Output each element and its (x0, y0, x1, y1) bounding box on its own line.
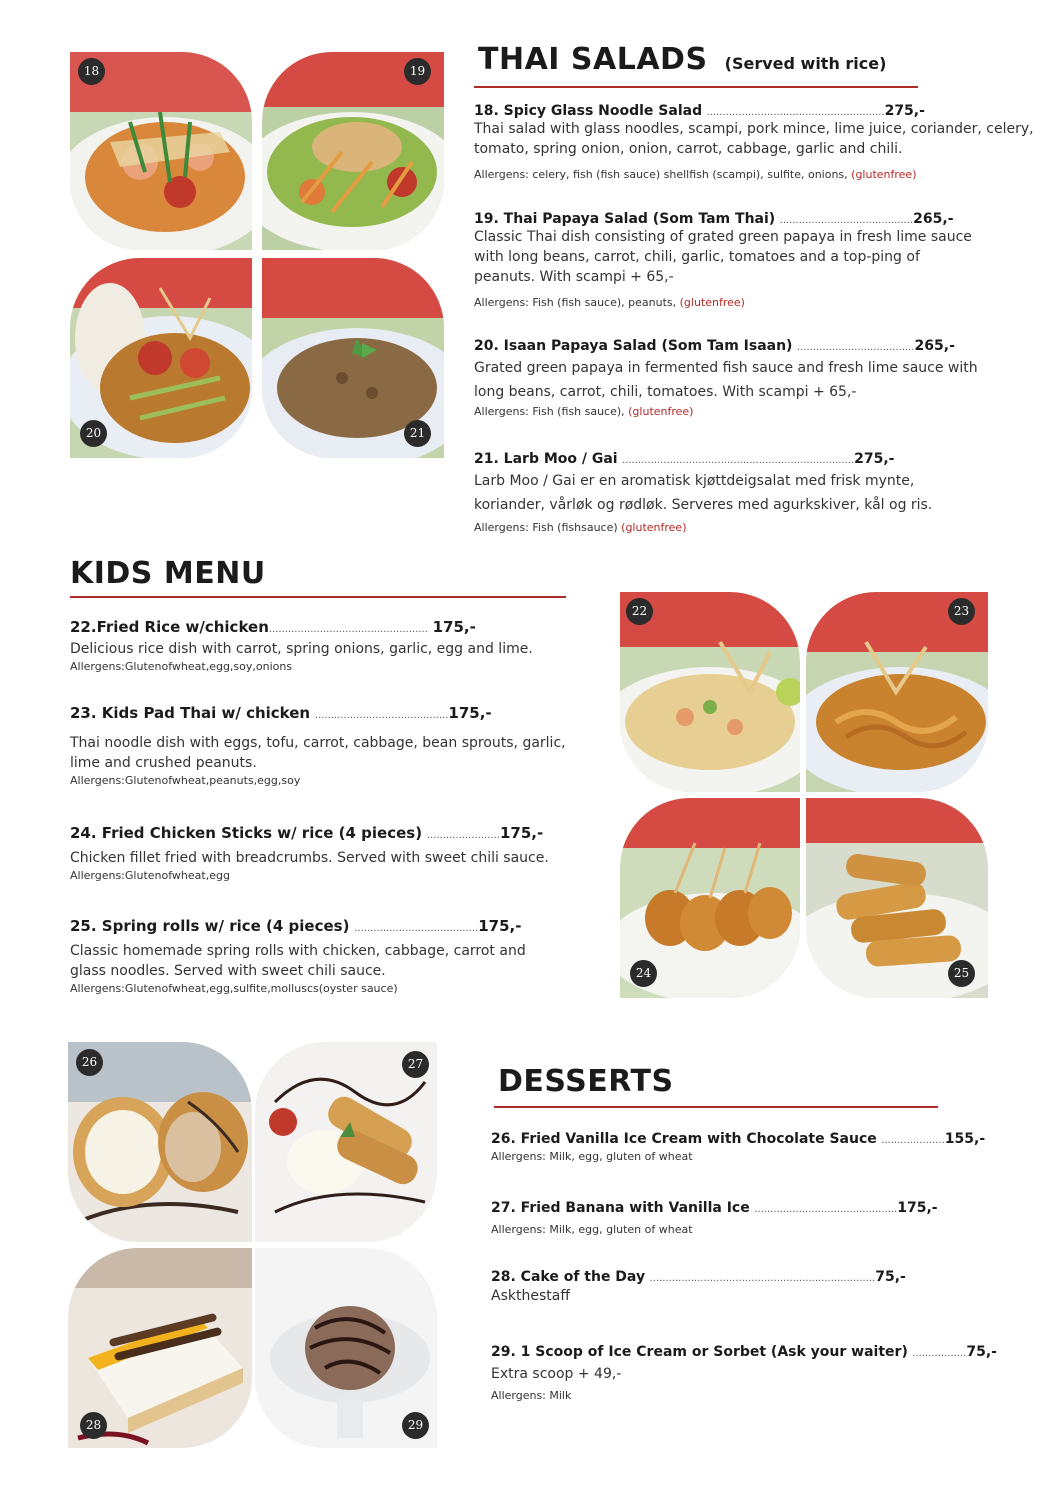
item-name: 28. Cake of the Day (491, 1269, 646, 1285)
section-divider (474, 86, 918, 88)
section-title-kids-menu: KIDS MENU (70, 556, 266, 591)
item-name: 26. Fried Vanilla Ice Cream with Chocolate Sauce (491, 1131, 877, 1147)
glutenfree-note: (glutenfree) (621, 521, 687, 534)
section-divider (70, 596, 566, 598)
item-allergens: Allergens: Fish (fish sauce), (474, 405, 625, 418)
dot-leader: .................................................. (268, 624, 428, 635)
item-description: Chicken fillet fried with breadcrumbs. Served with sweet chili sauce. (70, 850, 549, 866)
item-description: Classic homemade spring rolls with chicken, cabbage, carrot and glass noodles. Served with sweet chili sauce. (70, 943, 526, 979)
item-price: 265,- (914, 338, 955, 354)
dot-leader: .......................................... (314, 710, 449, 721)
item-name: 25. Spring rolls w/ rice (4 pieces) (70, 917, 350, 935)
dot-leader: .......................................... (779, 215, 914, 226)
item-allergens: Allergens:Glutenofwheat,egg,sulfite,molluscs(oyster sauce) (70, 982, 398, 995)
item-description: Delicious rice dish with carrot, spring onions, garlic, egg and lime. (70, 641, 533, 657)
glutenfree-note: (glutenfree) (851, 168, 917, 181)
dish-number-badge: 22 (626, 598, 653, 625)
item-name: 24. Fried Chicken Sticks w/ rice (4 pieces) (70, 824, 423, 842)
dot-leader: .................... (881, 1135, 945, 1146)
menu-item (491, 1131, 1051, 1165)
glutenfree-note: (glutenfree) (628, 405, 694, 418)
item-description: Classic Thai dish consisting of grated green papaya in fresh lime sauce with long beans, carrot, chili, garlic, tomatoes and a top-ping of peanuts. With scampi + 65,- (474, 229, 972, 285)
dish-number-badge: 20 (80, 420, 107, 447)
item-price: 275,- (884, 103, 925, 119)
section-subtitle: (Served with rice) (724, 54, 887, 73)
item-price: 265,- (913, 211, 954, 227)
glutenfree-note: (glutenfree) (679, 296, 745, 309)
menu-item (491, 1344, 1051, 1404)
dot-leader: ................. (912, 1348, 967, 1359)
menu-item (491, 1200, 1051, 1238)
menu-item (474, 103, 1044, 183)
section-title-thai-salads: THAI SALADS (478, 42, 708, 77)
menu-item (70, 704, 600, 789)
menu-item (474, 451, 1044, 536)
item-name: 29. 1 Scoop of Ice Cream or Sorbet (Ask your waiter) (491, 1344, 908, 1360)
item-allergens: Allergens: Fish (fish sauce), peanuts, (474, 296, 677, 309)
item-price: 155,- (944, 1131, 986, 1147)
dot-leader: ........................................................ (706, 107, 885, 118)
dish-number-badge: 25 (948, 960, 975, 987)
dish-number-badge: 23 (948, 598, 975, 625)
dish-number-badge: 21 (404, 420, 431, 447)
item-name: 22.Fried Rice w/chicken (70, 618, 269, 636)
item-allergens: Allergens:Glutenofwheat,egg (70, 869, 230, 882)
item-price: 175,- (478, 917, 522, 935)
section-divider (494, 1106, 938, 1108)
dot-leader: ............................................. (754, 1204, 898, 1215)
dot-leader: ....................................................................... (649, 1273, 876, 1284)
dish-number-badge: 29 (402, 1412, 429, 1439)
item-price: 175,- (448, 704, 492, 722)
item-allergens: Allergens: celery, fish (fish sauce) shellfish (scampi), sulfite, onions, (474, 168, 848, 181)
dish-number-badge: 19 (404, 58, 431, 85)
item-price: 175,- (432, 618, 476, 636)
item-allergens: Allergens: Milk (491, 1389, 572, 1402)
item-extra: Extra scoop + 49,- (491, 1366, 622, 1382)
dot-leader: ....................................... (354, 923, 479, 934)
section-title-desserts: DESSERTS (498, 1064, 674, 1099)
item-description: Thai salad with glass noodles, scampi, pork mince, lime juice, coriander, celery, tomato, spring onion, onion, carrot, cabbage, garlic and chili. (474, 121, 1034, 157)
item-price: 75,- (966, 1344, 997, 1360)
item-description: Larb Moo / Gai er en aromatisk kjøttdeigsalat med frisk mynte, koriander, vårløk og rødløk. Serveres med agurkskiver, kål og ris. (474, 473, 933, 513)
item-name: 21. Larb Moo / Gai (474, 451, 618, 467)
dot-leader: ..................................... (796, 342, 915, 353)
menu-item (474, 338, 1044, 420)
dot-leader: ....................... (426, 830, 500, 841)
dot-leader: ......................................................................... (622, 455, 855, 466)
item-price: 175,- (499, 824, 544, 842)
menu-item (70, 824, 610, 884)
dish-number-badge: 28 (80, 1412, 107, 1439)
menu-item (70, 917, 600, 997)
item-name: 27. Fried Banana with Vanilla Ice (491, 1200, 750, 1216)
item-name: 18. Spicy Glass Noodle Salad (474, 103, 703, 119)
item-note: Askthestaff (491, 1288, 570, 1304)
item-allergens: Allergens:Glutenofwheat,egg,soy,onions (70, 660, 293, 673)
item-name: 23. Kids Pad Thai w/ chicken (70, 704, 311, 722)
item-allergens: Allergens: Milk, egg, gluten of wheat (491, 1150, 693, 1163)
dish-number-badge: 24 (630, 960, 657, 987)
item-price: 75,- (875, 1269, 906, 1285)
item-description: Thai noodle dish with eggs, tofu, carrot, cabbage, bean sprouts, garlic, lime and crushed peanuts. (70, 735, 566, 771)
menu-item (70, 618, 600, 675)
dish-number-badge: 27 (402, 1051, 429, 1078)
item-name: 19. Thai Papaya Salad (Som Tam Thai) (474, 211, 776, 227)
dish-number-badge: 18 (78, 58, 105, 85)
item-allergens: Allergens: Milk, egg, gluten of wheat (491, 1223, 693, 1236)
item-description: Grated green papaya in fermented fish sauce and fresh lime sauce with long beans, carrot, chili, tomatoes. With scampi + 65,- (474, 360, 978, 400)
item-allergens: Allergens: Fish (fishsauce) (474, 521, 618, 534)
dish-number-badge: 26 (76, 1049, 103, 1076)
item-price: 275,- (854, 451, 895, 467)
item-name: 20. Isaan Papaya Salad (Som Tam Isaan) (474, 338, 793, 354)
item-price: 175,- (897, 1200, 938, 1216)
menu-item (491, 1269, 1057, 1306)
item-allergens: Allergens:Glutenofwheat,peanuts,egg,soy (70, 774, 301, 787)
menu-item (474, 211, 1044, 311)
